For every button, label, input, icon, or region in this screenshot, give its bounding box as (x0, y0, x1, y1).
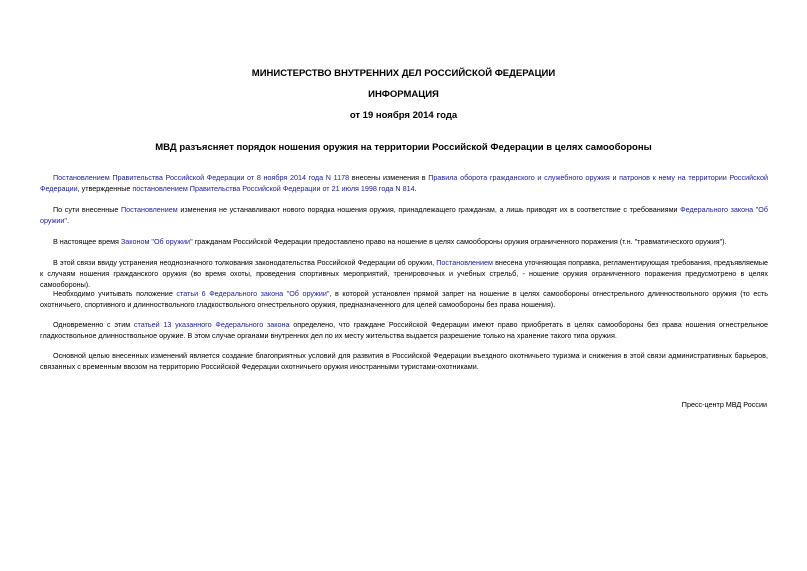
paragraph-2-text-1: По сути внесенные (53, 205, 122, 214)
paragraph-6 (40, 319, 768, 341)
paragraph-1-text-3: . (414, 184, 417, 193)
link-federal-law-on-weapons[interactable]: Федерального закона "Об оружии" (40, 205, 768, 225)
press-center-signature: Пресс-центр МВД России (681, 400, 767, 409)
paragraph-4-text-1: В этой связи ввиду устранения неоднозначного толкования законодательства Российской Федерации об оружии, (53, 258, 437, 267)
paragraph-3 (40, 236, 768, 247)
document-type: ИНФОРМАЦИЯ (368, 89, 439, 100)
paragraph-7 (40, 350, 768, 372)
paragraph-1 (40, 172, 768, 194)
link-article-13-federal-law[interactable]: статьей 13 указанного Федерального закона (133, 320, 290, 329)
paragraph-5-text-2: , в которой установлен прямой запрет на ношение в целях самообороны огнестрельного длинноствольного оружия (то есть охотничьего, спортивного и длинноствольного гладкоствольного огнестрельного оружия, предназначенного для целей самообороны без права ношения). (40, 289, 768, 309)
paragraph-5 (40, 288, 768, 310)
paragraph-1-text-2: , утвержденные (77, 184, 133, 193)
paragraph-6-text-2: определено, что граждане Российской Федерации имеют право приобретать в целях самообороны без права ношения огнестрельное гладкоствольное длинноствольное оружие. В этом случае органами внутренних дел по их месту жительства выдается разрешение только на хранение такого типа оружия. (40, 320, 768, 340)
link-law-on-weapons[interactable]: Законом "Об оружии" (120, 237, 193, 246)
paragraph-2-text-3: . (66, 216, 69, 225)
paragraph-5-text-1: Необходимо учитывать положение (53, 289, 177, 298)
link-resolution[interactable]: Постановлением (121, 205, 178, 214)
paragraph-7-text-1: Основной целью внесенных изменений является создание благоприятных условий для развития в Российской Федерации въездного охотничьего туризма и снижения в этой связи административных барьеров, связанных с временным ввозом на территорию Российской Федерации охотничьего оружия иностранными туристами-охотниками. (40, 351, 768, 371)
link-government-resolution-814[interactable]: постановлением Правительства Российской Федерации от 21 июля 1998 года N 814 (132, 184, 415, 193)
paragraph-1-text-1: внесены изменения в (349, 173, 429, 182)
link-article-6-law-on-weapons[interactable]: статьи 6 Федерального закона "Об оружии" (176, 289, 330, 298)
paragraph-2-text-2: изменения не устанавливают нового порядка ношения оружия, принадлежащего гражданам, а лишь приводят их в соответствие с требованиями (177, 205, 681, 214)
link-weapon-circulation-rules[interactable]: Правила оборота гражданского и служебного оружия и патронов к нему на территории Российской Федерации (40, 173, 768, 193)
document-date: от 19 ноября 2014 года (349, 110, 458, 121)
link-resolution-2[interactable]: Постановлением (436, 258, 493, 267)
document-title: МВД разъясняет порядок ношения оружия на территории Российской Федерации в целях самообороны (155, 142, 652, 153)
paragraph-4-text-2: внесена уточняющая поправка, регламентирующая требования, предъявляемые к случаям ношения гражданского оружия (во время охоты, проведения спортивных мероприятий, тренировочных и учебных стрельб, - ношение оружия ограниченного поражения предусмотрено в целях самообороны). (40, 258, 768, 289)
paragraph-3-text-1: В настоящее время (53, 237, 121, 246)
ministry-heading: МИНИСТЕРСТВО ВНУТРЕННИХ ДЕЛ РОССИЙСКОЙ ФЕДЕРАЦИИ (251, 68, 556, 79)
paragraph-3-text-2: гражданам Российской Федерации предоставлено право на ношение в целях самообороны оружия ограниченного поражения (т.н. "травматического оружия"). (192, 237, 727, 246)
paragraph-4 (40, 257, 768, 290)
paragraph-6-text-1: Одновременно с этим (53, 320, 134, 329)
link-government-resolution-1178[interactable]: Постановлением Правительства Российской Федерации от 8 ноября 2014 года N 1178 (53, 173, 350, 182)
paragraph-2 (40, 204, 768, 226)
